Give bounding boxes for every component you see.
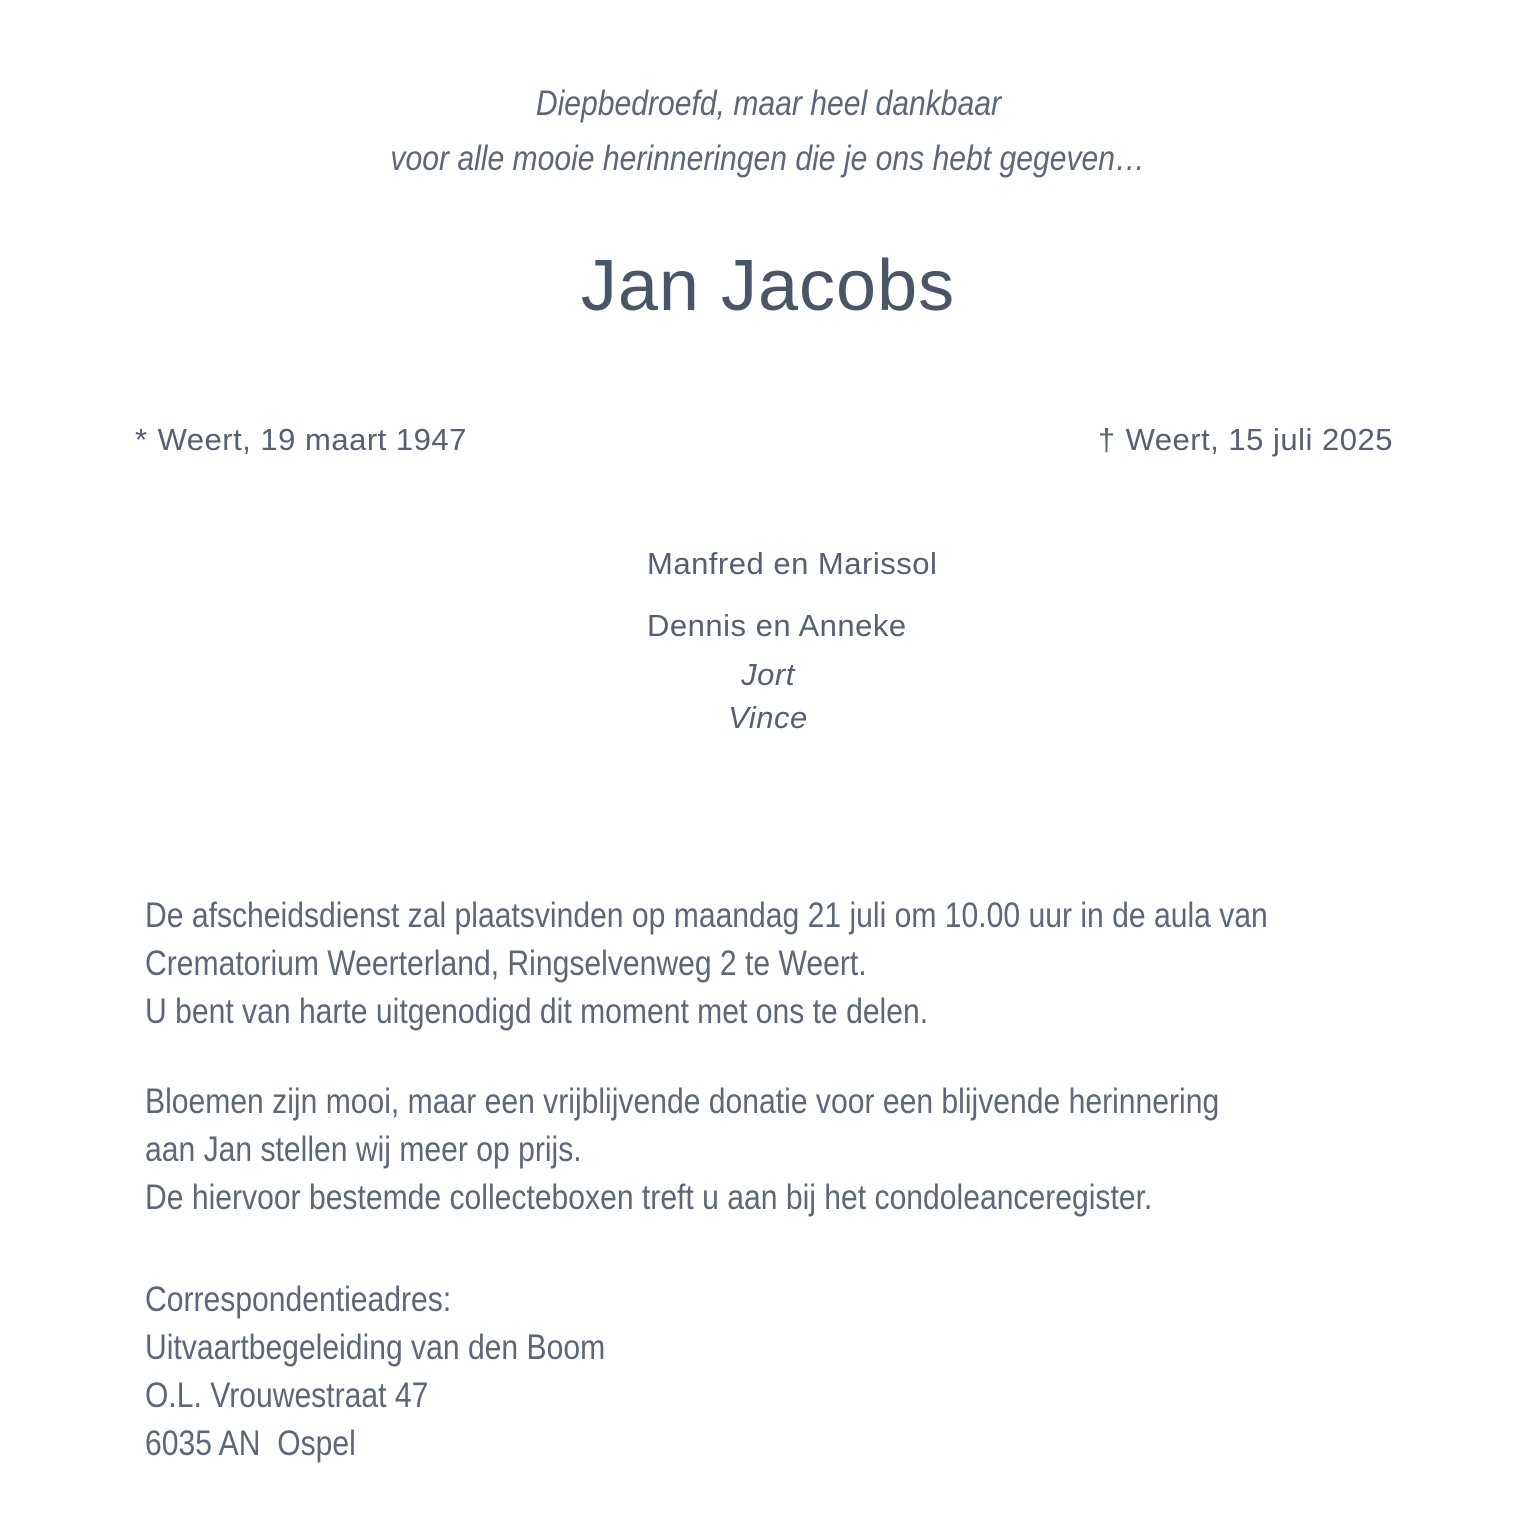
correspondence-address-lines [145, 1276, 605, 1468]
service-line-1: De afscheidsdienst zal plaatsvinden op maandag 21 juli om 10.00 uur in de aula van [145, 896, 1268, 935]
death-date-text: Weert, 15 juli 2025 [1125, 422, 1393, 457]
service-line-3: U bent van harte uitgenodigd dit moment met ons te delen. [145, 992, 929, 1031]
opening-quote [0, 76, 1536, 186]
family-member-couple-2: Dennis en Anneke [647, 608, 907, 643]
quote-line-2-wrap [0, 131, 1536, 186]
family-names [0, 546, 1536, 736]
service-paragraph-lines [145, 892, 1268, 1036]
asterisk-birth-symbol: * [135, 422, 148, 457]
quote-line-1: Diepbedroefd, maar heel dankbaar [535, 84, 1001, 123]
donation-paragraph [145, 1078, 1536, 1222]
announcement-body [145, 892, 1536, 1468]
service-paragraph [145, 892, 1536, 1036]
address-company: Uitvaartbegeleiding van den Boom [145, 1328, 606, 1367]
donation-paragraph-lines [145, 1078, 1219, 1222]
donation-line-2: aan Jan stellen wij meer op prijs. [145, 1130, 582, 1169]
birth-date-text: Weert, 19 maart 1947 [157, 422, 467, 457]
family-member-grandchild-1: Jort [741, 657, 795, 692]
donation-line-3: De hiervoor bestemde collecteboxen treft u aan bij het condoleanceregister. [145, 1178, 1153, 1217]
address-street: O.L. Vrouwestraat 47 [145, 1376, 429, 1415]
life-dates-row [0, 420, 1536, 460]
address-postal-city: 6035 AN Ospel [145, 1424, 356, 1463]
correspondence-address [145, 1276, 1536, 1468]
donation-line-1: Bloemen zijn mooi, maar een vrijblijvende donatie voor een blijvende herinnering [145, 1082, 1220, 1121]
quote-line-1-wrap [0, 76, 1536, 131]
birth-date [135, 420, 467, 460]
family-member-couple-1: Manfred en Marissol [647, 546, 938, 581]
deceased-name: Jan Jacobs [580, 246, 956, 326]
address-label: Correspondentieadres: [145, 1280, 452, 1319]
death-date [1098, 420, 1393, 460]
family-member-grandchild-2: Vince [728, 700, 808, 735]
cross-death-icon: † [1097, 422, 1116, 457]
service-line-2: Crematorium Weerterland, Ringselvenweg 2 te Weert. [145, 944, 867, 983]
quote-line-2: voor alle mooie herinneringen die je ons hebt gegeven… [390, 139, 1146, 178]
